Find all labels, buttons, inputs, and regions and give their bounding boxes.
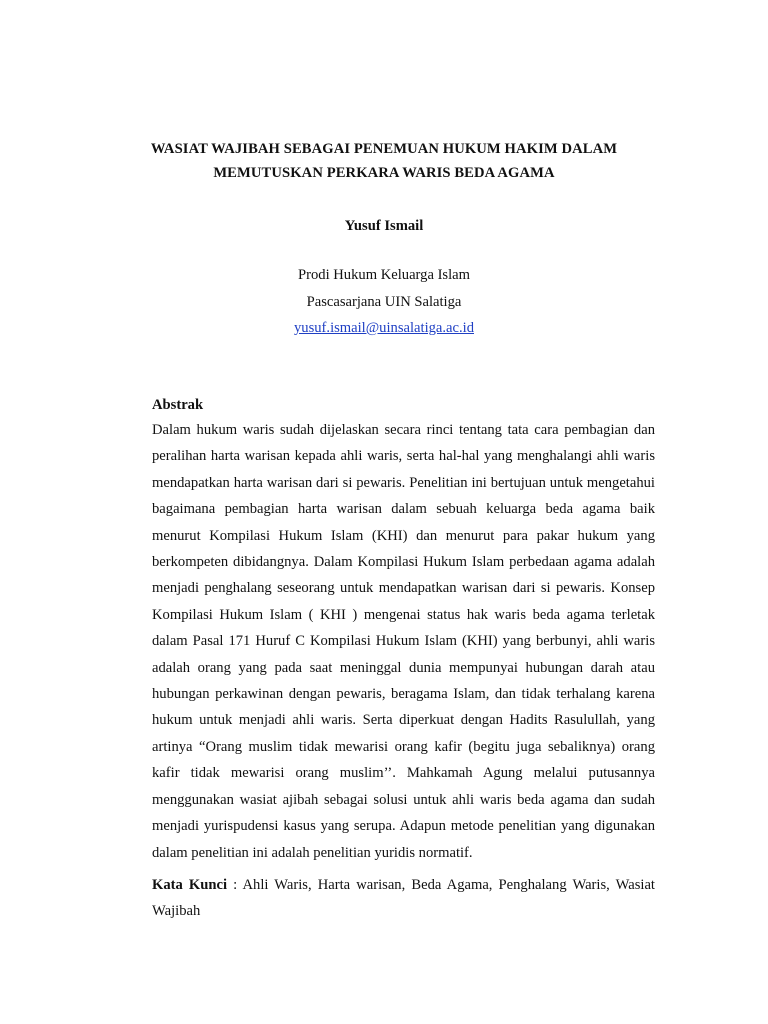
author-email-link[interactable]: yusuf.ismail@uinsalatiga.ac.id <box>293 320 474 336</box>
affiliation-institution: Pascasarjana UIN Salatiga <box>306 294 462 310</box>
affiliation-program: Prodi Hukum Keluarga Islam <box>298 267 470 283</box>
abstract-body: Dalam hukum waris sudah dijelaskan secara rinci tentang tata cara pembagian dan peralihan harta warisan kepada ahli waris, serta hal-hal yang menghalangi ahli waris mendapatkan harta warisan dari si pewaris. Penelitian ini bertujuan untuk mengetahui bagaimana pembagian harta warisan dalam sebuah keluarga beda agama baik menurut Kompilasi Hukum Islam (KHI) dan menurut para pakar hukum yang berkompeten dibidangnya. Dalam Kompilasi Hukum Islam perbedaan agama adalah menjadi penghalang seseorang untuk mendapatkan warisan dari si pewaris. Konsep Kompilasi Hukum Islam ( KHI ) mengenai status hak waris beda agama terletak dalam Pasal 171 Huruf C Kompilasi Hukum Islam (KHI) yang berbunyi, ahli waris adalah orang yang pada saat meninggal dunia mempunyai hubungan darah atau hubungan perkawinan dengan pewaris, beragama Islam, dan tidak terhalang karena hukum untuk menjadi ahli waris. Serta diperkuat dengan Hadits Rasulullah, yang artinya “Orang muslim tidak mewarisi orang kafir (begitu juga sebaliknya) orang kafir tidak mewarisi orang muslim’’. Mahkamah Agung melalui putusannya menggunakan wasiat ajibah sebagai solusi untuk ahli waris beda agama dan sudah menjadi yurispudensi kasus yang serupa. Adapun metode penelitian yang digunakan dalam penelitian ini adalah penelitian yuridis normatif. <box>152 422 655 861</box>
author-name: Yusuf Ismail <box>344 218 424 234</box>
abstract-heading: Abstrak <box>152 397 204 413</box>
paper-title-line-1: WASIAT WAJIBAH SEBAGAI PENEMUAN HUKUM HAKIM DALAM <box>150 141 618 157</box>
keywords-label: Kata Kunci <box>152 877 228 893</box>
keywords-paragraph <box>152 872 655 925</box>
author-email <box>120 320 648 337</box>
paper-title-line-2: MEMUTUSKAN PERKARA WARIS BEDA AGAMA <box>213 165 555 181</box>
keywords-list: : Ahli Waris, Harta warisan, Beda Agama, Penghalang Waris, Wasiat Wajibah <box>152 877 655 920</box>
